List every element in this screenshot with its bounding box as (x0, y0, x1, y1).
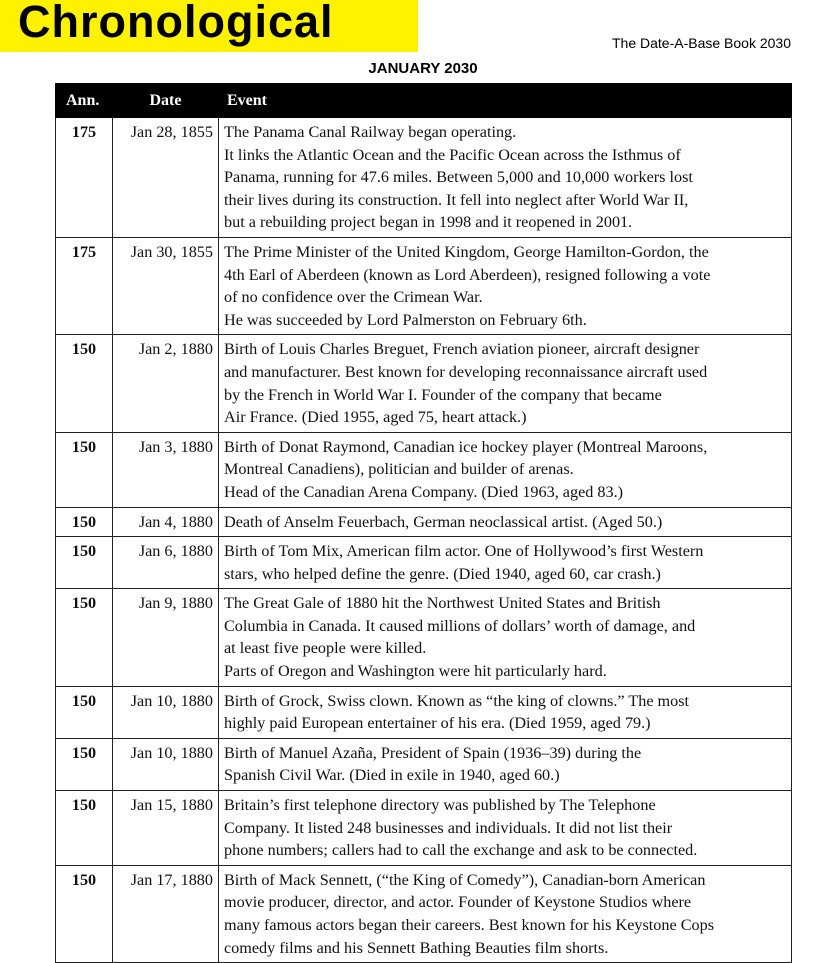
table-header-row (56, 84, 792, 118)
anniversary-cell: 150 (56, 507, 113, 537)
section-title: Chronological (18, 0, 334, 47)
events-table (55, 83, 792, 963)
event-text-line: but a rebuilding project began in 1998 and it reopened in 2001. (224, 213, 633, 232)
event-text-line: Spanish Civil War. (Died in exile in 1940, aged 60.) (224, 766, 560, 785)
event-text-line: Company. It listed 248 businesses and individuals. It did not list their (224, 818, 673, 837)
table-row (56, 865, 792, 962)
event-text-line: The Prime Minister of the United Kingdom, George Hamilton-Gordon, the (224, 242, 709, 261)
event-text-line: highly paid European entertainer of his era. (Died 1959, aged 79.) (224, 714, 651, 733)
event-text-line: stars, who helped define the genre. (Died 1940, aged 60, car crash.) (224, 564, 661, 583)
table-row (56, 738, 792, 790)
event-cell (219, 791, 792, 866)
anniversary-cell: 150 (56, 589, 113, 686)
date-cell: Jan 28, 1855 (113, 118, 219, 238)
table-row (56, 432, 792, 507)
event-text-line: Birth of Grock, Swiss clown. Known as “the king of clowns.” The most (224, 691, 690, 710)
event-text-line: at least five people were killed. (224, 639, 427, 658)
anniversary-cell: 150 (56, 335, 113, 432)
event-cell (219, 432, 792, 507)
date-cell: Jan 9, 1880 (113, 589, 219, 686)
date-cell: Jan 10, 1880 (113, 686, 219, 738)
event-text-line: Birth of Manuel Azaña, President of Spain (1936–39) during the (224, 743, 642, 762)
table-row (56, 335, 792, 432)
event-text-line: phone numbers; callers had to call the exchange and ask to be connected. (224, 841, 698, 860)
column-header-event: Event (219, 84, 792, 118)
event-text-line: It links the Atlantic Ocean and the Pacific Ocean across the Isthmus of (224, 145, 681, 164)
event-cell (219, 589, 792, 686)
column-header-anniversary: Ann. (56, 84, 113, 118)
book-title: The Date-A-Base Book 2030 (612, 35, 791, 51)
event-text-line: Air France. (Died 1955, aged 75, heart attack.) (224, 408, 527, 427)
anniversary-cell: 150 (56, 791, 113, 866)
event-cell (219, 865, 792, 962)
event-cell (219, 507, 792, 537)
date-cell: Jan 4, 1880 (113, 507, 219, 537)
event-text-line: of no confidence over the Crimean War. (224, 288, 483, 307)
event-text-line: 4th Earl of Aberdeen (known as Lord Aberdeen), resigned following a vote (224, 265, 711, 284)
date-cell: Jan 3, 1880 (113, 432, 219, 507)
column-header-date: Date (113, 84, 219, 118)
table-row (56, 589, 792, 686)
event-text-line: Death of Anselm Feuerbach, German neoclassical artist. (Aged 50.) (224, 512, 663, 531)
event-text-line: The Great Gale of 1880 hit the Northwest United States and British (224, 594, 661, 613)
event-text-line: by the French in World War I. Founder of the company that became (224, 385, 662, 404)
event-text-line: Panama, running for 47.6 miles. Between 5,000 and 10,000 workers lost (224, 168, 693, 187)
anniversary-cell: 150 (56, 865, 113, 962)
event-text-line: Columbia in Canada. It caused millions of dollars’ worth of damage, and (224, 616, 696, 635)
date-cell: Jan 10, 1880 (113, 738, 219, 790)
event-text-line: their lives during its construction. It fell into neglect after World War II, (224, 190, 689, 209)
table-row (56, 118, 792, 238)
event-text-line: movie producer, director, and actor. Founder of Keystone Studios where (224, 893, 692, 912)
event-text-line: The Panama Canal Railway began operating. (224, 123, 517, 141)
date-cell: Jan 15, 1880 (113, 791, 219, 866)
event-text-line: and manufacturer. Best known for developing reconnaissance aircraft used (224, 362, 708, 381)
anniversary-cell: 150 (56, 537, 113, 589)
event-text-line: Head of the Canadian Arena Company. (Died 1963, aged 83.) (224, 482, 624, 501)
table-row (56, 791, 792, 866)
anniversary-cell: 150 (56, 738, 113, 790)
table-row (56, 507, 792, 537)
anniversary-cell: 150 (56, 686, 113, 738)
event-text-line: many famous actors began their careers. Best known for his Keystone Cops (224, 916, 714, 934)
anniversary-cell: 175 (56, 237, 113, 334)
date-cell: Jan 17, 1880 (113, 865, 219, 962)
month-heading: JANUARY 2030 (368, 60, 478, 77)
event-text-line: Britain’s first telephone directory was published by The Telephone (224, 796, 656, 815)
event-text-line: Birth of Louis Charles Breguet, French aviation pioneer, aircraft designer (224, 340, 700, 359)
event-text-line: Parts of Oregon and Washington were hit particularly hard. (224, 662, 607, 681)
event-text-line: Birth of Tom Mix, American film actor. One of Hollywood’s first Western (224, 542, 704, 561)
event-cell (219, 118, 792, 238)
event-cell (219, 335, 792, 432)
event-text-line: Birth of Donat Raymond, Canadian ice hockey player (Montreal Maroons, (224, 437, 708, 456)
event-cell (219, 537, 792, 589)
date-cell: Jan 30, 1855 (113, 237, 219, 334)
table-row (56, 537, 792, 589)
date-cell: Jan 6, 1880 (113, 537, 219, 589)
date-cell: Jan 2, 1880 (113, 335, 219, 432)
anniversary-cell: 150 (56, 432, 113, 507)
section-banner (0, 0, 418, 52)
event-text-line: Montreal Canadiens), politician and builder of arenas. (224, 460, 574, 479)
event-text-line: comedy films and his Sennett Bathing Beauties film shorts. (224, 938, 609, 957)
event-text-line: He was succeeded by Lord Palmerston on February 6th. (224, 310, 587, 329)
event-text-line: Birth of Mack Sennett, (“the King of Comedy”), Canadian-born American (224, 870, 706, 889)
anniversary-cell: 175 (56, 118, 113, 238)
event-cell (219, 237, 792, 334)
table-row (56, 237, 792, 334)
table-row (56, 686, 792, 738)
event-cell (219, 738, 792, 790)
event-cell (219, 686, 792, 738)
